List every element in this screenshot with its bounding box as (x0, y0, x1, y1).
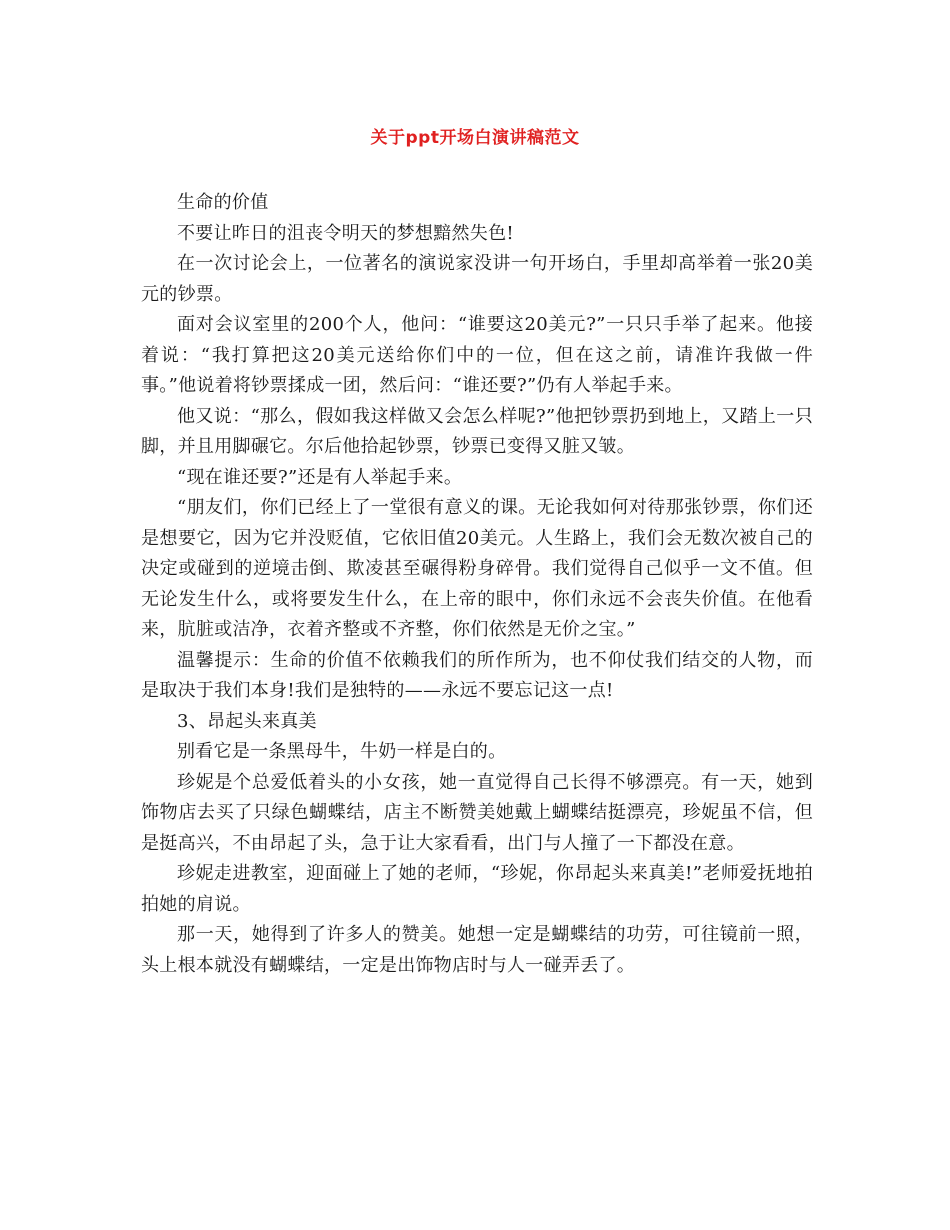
document-body (141, 188, 813, 981)
paragraph: 那一天，她得到了许多人的赞美。她想一定是蝴蝶结的功劳，可往镜前一照，头上根本就没有蝴蝶结，一定是出饰物店时与人一碰弄丢了。 (141, 924, 813, 976)
paragraph: 别看它是一条黑母牛，牛奶一样是白的。 (177, 741, 507, 762)
paragraph: 他又说：“那么，假如我这样做又会怎么样呢?”他把钞票扔到地上，又踏上一只脚，并且用脚碾它。尔后他拾起钞票，钞票已变得又脏又皱。 (141, 405, 813, 457)
section-heading: 3、昂起头来真美 (177, 710, 317, 732)
paragraph: 珍妮是个总爱低着头的小女孩，她一直觉得自己长得不够漂亮。有一天，她到饰物店去买了只绿色蝴蝶结，店主不断赞美她戴上蝴蝶结挺漂亮，珍妮虽不信，但是挺高兴，不由昂起了头，急于让大家看看，出门与人撞了一下都没在意。 (141, 771, 813, 854)
paragraph: 温馨提示：生命的价值不依赖我们的所作所为，也不仰仗我们结交的人物，而是取决于我们本身!我们是独特的——永远不要忘记这一点! (141, 649, 813, 701)
document-title: 关于ppt开场白演讲稿范文 (370, 128, 580, 148)
paragraph: 在一次讨论会上，一位著名的演说家没讲一句开场白，手里却高举着一张20美元的钞票。 (141, 253, 813, 305)
paragraph: 珍妮走进教室，迎面碰上了她的老师，“珍妮，你昂起头来真美!”老师爱抚地拍拍她的肩说。 (141, 863, 813, 915)
paragraph: 不要让昨日的沮丧令明天的梦想黯然失色! (177, 222, 514, 244)
paragraph: “朋友们，你们已经上了一堂很有意义的课。无论我如何对待那张钞票，你们还是想要它，因为它并没贬值，它依旧值20美元。人生路上，我们会无数次被自己的决定或碰到的逆境击倒、欺凌甚至碾得粉身碎骨。我们觉得自己似乎一文不值。但无论发生什么，或将要发生什么，在上帝的眼中，你们永远不会丧失价值。在他看来，肮脏或洁净，衣着齐整或不齐整，你们依然是无价之宝。” (141, 497, 813, 640)
paragraph: “现在谁还要?”还是有人举起手来。 (177, 466, 463, 488)
paragraph: 生命的价值 (177, 192, 269, 213)
paragraph: 面对会议室里的200个人，他问：“谁要这20美元?”一只只手举了起来。他接着说：“我打算把这20美元送给你们中的一位，但在这之前，请准许我做一件事。”他说着将钞票揉成一团，然后问：“谁还要?”仍有人举起手来。 (141, 314, 813, 396)
